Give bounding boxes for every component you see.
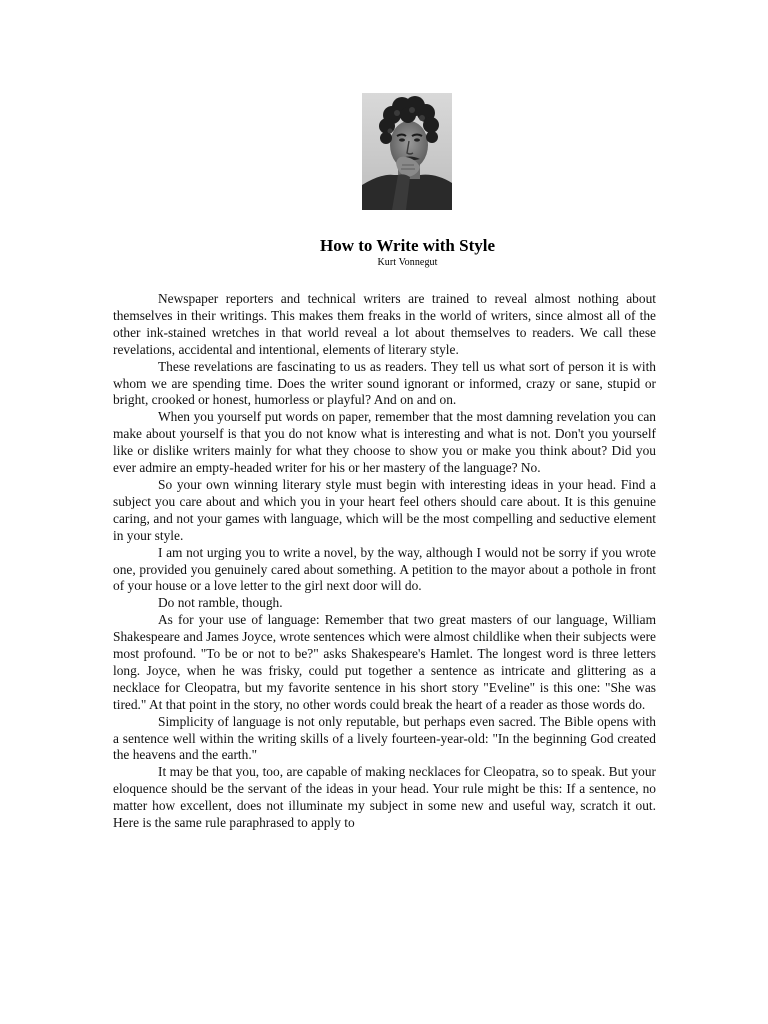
paragraph: So your own winning literary style must begin with interesting ideas in your head. Find a subject you care about and which you in your heart feel others should care about. It is this genuine caring, and not your games with language, which will be the most compelling and seductive element in your style. xyxy=(113,476,656,543)
paragraph: These revelations are fascinating to us as readers. They tell us what sort of person it is with whom we are spending time. Does the writer sound ignorant or informed, crazy or sane, stupid or bright, crooked or honest, humorless or playful? And on and on. xyxy=(113,358,656,408)
paragraph: As for your use of language: Remember that two great masters of our language, William Shakespeare and James Joyce, wrote sentences which were almost childlike when their subjects were most profound. "To be or not to be?" asks Shakespeare's Hamlet. The longest word is three letters long. Joyce, when he was frisky, could put together a sentence as intricate and glittering as a necklace for Cleopatra, but my favorite sentence in his short story "Eveline" is this one: "She was tired." At that point in the story, no other words could break the heart of a reader as those words do. xyxy=(113,612,656,712)
paragraph: I am not urging you to write a novel, by the way, although I would not be sorry if you wrote one, provided you genuinely cared about something. A petition to the mayor about a pothole in front of your house or a love letter to the girl next door will do. xyxy=(113,544,656,594)
paragraph: Simplicity of language is not only reputable, but perhaps even sacred. The Bible opens with a sentence well within the writing skills of a lively fourteen-year-old: "In the beginning God created the heavens and the earth." xyxy=(113,713,656,763)
page-title: How to Write with Style xyxy=(319,236,496,255)
paragraph: Do not ramble, though. xyxy=(158,595,283,611)
author-portrait xyxy=(362,93,452,210)
paragraph: It may be that you, too, are capable of making necklaces for Cleopatra, so to speak. But your eloquence should be the servant of the ideas in your head. Your rule might be this: If a sentence, no matter how excellent, does not illuminate my subject in some new and useful way, scratch it out. Here is the same rule paraphrased to apply to xyxy=(113,764,656,831)
article-body xyxy=(113,291,656,832)
author-portrait-image xyxy=(362,93,452,210)
author-byline: Kurt Vonnegut xyxy=(377,257,438,268)
paragraph: Newspaper reporters and technical writers are trained to reveal almost nothing about themselves in their writings. This makes them freaks in the world of writers, since almost all of the other ink-stained wretches in that world reveal a lot about themselves to readers. We call these revelations, accidental and intentional, elements of literary style. xyxy=(113,291,656,357)
paragraph: When you yourself put words on paper, remember that the most damning revelation you can make about yourself is that you do not know what is interesting and what is not. Don't you yourself like or dislike writers mainly for what they choose to show you or make you think about? Did you ever admire an empty-headed writer for his or her mastery of the language? No. xyxy=(113,409,656,476)
